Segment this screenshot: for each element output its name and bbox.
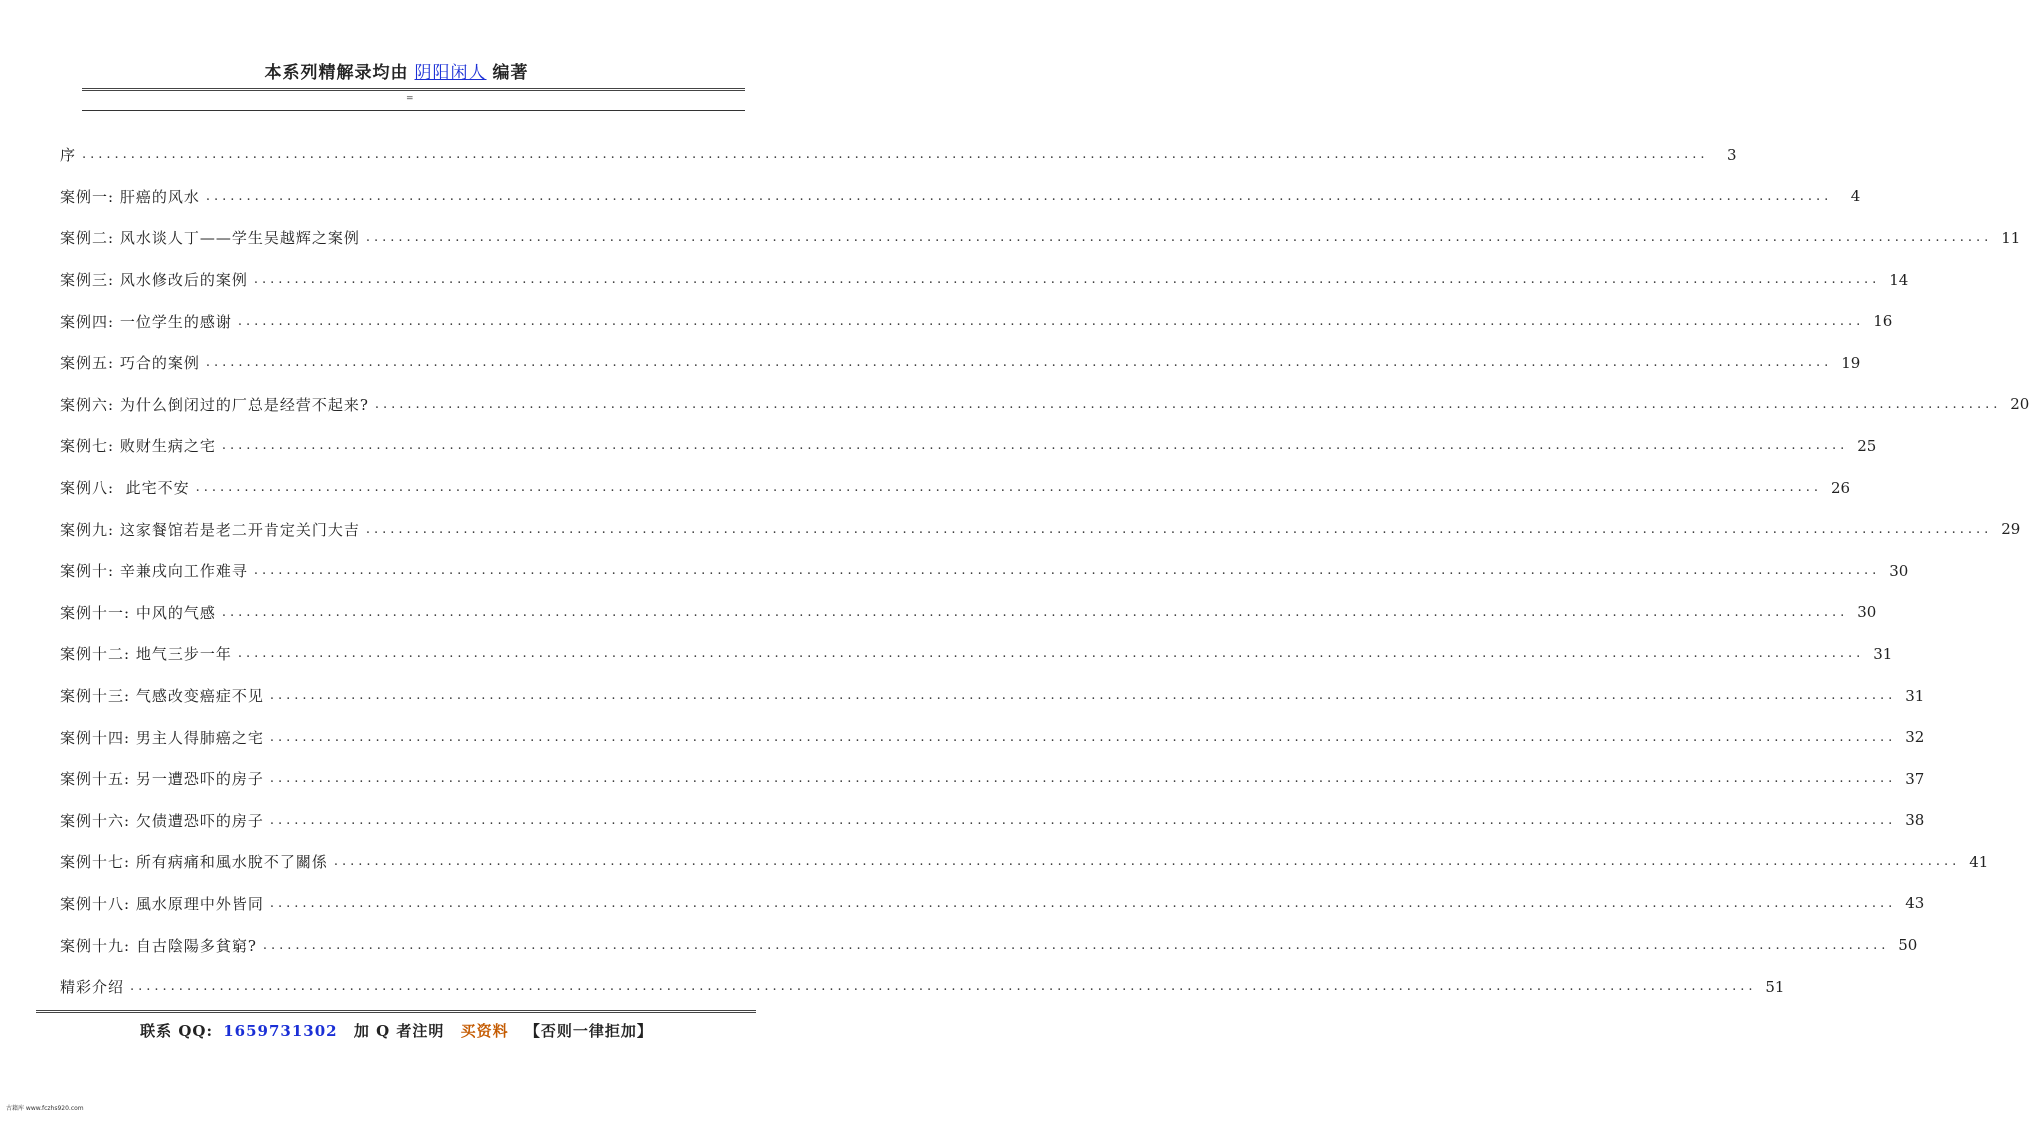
toc-entry-title: 案例九: 这家餐馆若是老二开肯定关门大吉 xyxy=(60,520,360,539)
toc-entry-page: 26 xyxy=(1830,478,1851,497)
toc-entry[interactable] xyxy=(60,384,2029,426)
toc-entry[interactable] xyxy=(60,300,1893,342)
toc-entry-page: 31 xyxy=(1905,686,1925,705)
author-link[interactable]: 阴阳闲人 xyxy=(414,63,487,83)
toc-dot-leader: ........................................................................................................................................................................................................ xyxy=(221,438,1849,454)
note-prefix: 加 Q 者注明 xyxy=(353,1022,445,1040)
toc-entry-page: 38 xyxy=(1905,811,1925,830)
toc-dot-leader: ........................................................................................................................................................................................................ xyxy=(237,646,1865,662)
toc-dot-leader: ........................................................................................................................................................................................................ xyxy=(333,854,1961,870)
toc-entry[interactable] xyxy=(60,966,1785,1008)
toc-entry-title: 案例一: 肝癌的风水 xyxy=(60,187,200,206)
toc-dot-leader: ........................................................................................................................................................................................................ xyxy=(130,979,1757,995)
toc-entry-title: 案例四: 一位学生的感谢 xyxy=(60,312,232,331)
toc-entry-page: 50 xyxy=(1898,936,1918,955)
toc-entry-title: 案例十二: 地气三步一年 xyxy=(60,645,232,664)
toc-entry-page: 3 xyxy=(1726,145,1737,164)
toc-entry-page: 25 xyxy=(1857,436,1877,455)
toc-entry-page: 20 xyxy=(2010,395,2029,414)
toc-entry[interactable] xyxy=(60,342,1861,384)
qq-number: 1659731302 xyxy=(223,1022,338,1040)
toc-entry-page: 30 xyxy=(1889,561,1909,580)
toc-entry[interactable] xyxy=(60,841,1989,883)
toc-dot-leader: ........................................................................................................................................................................................................ xyxy=(195,480,1823,496)
toc-entry-title: 案例十三: 气感改变癌症不见 xyxy=(60,687,264,706)
toc-entry-title: 案例二: 风水谈人丁——学生吴越辉之案例 xyxy=(60,229,360,248)
toc-dot-leader: ........................................................................................................................................................................................................ xyxy=(205,355,1833,371)
toc-entry-page: 41 xyxy=(1969,852,1989,871)
header-prefix: 本系列精解录均由 xyxy=(264,63,409,83)
toc-entry[interactable] xyxy=(60,217,2021,259)
toc-dot-leader: ........................................................................................................................................................................................................ xyxy=(269,895,1897,911)
toc-entry[interactable] xyxy=(60,800,1925,842)
table-of-contents xyxy=(60,134,2029,1007)
header-suffix: 编著 xyxy=(492,63,529,83)
toc-entry-page: 14 xyxy=(1889,270,1909,289)
footer-double-rule xyxy=(36,1010,756,1013)
toc-entry[interactable] xyxy=(60,592,1877,634)
toc-entry-title: 案例十一: 中风的气感 xyxy=(60,603,216,622)
toc-dot-leader: ........................................................................................................................................................................................................ xyxy=(82,147,1709,163)
toc-dot-leader: ........................................................................................................................................................................................................ xyxy=(269,812,1897,828)
toc-entry-title: 序 xyxy=(60,146,77,165)
page-header xyxy=(0,58,793,83)
toc-entry[interactable] xyxy=(60,467,1851,509)
toc-entry[interactable] xyxy=(60,633,1893,675)
header-single-rule xyxy=(82,110,745,111)
toc-entry[interactable] xyxy=(60,259,1909,301)
toc-entry[interactable] xyxy=(60,883,1925,925)
toc-dot-leader: ........................................................................................................................................................................................................ xyxy=(262,937,1890,953)
toc-dot-leader: ........................................................................................................................................................................................................ xyxy=(253,272,1881,288)
toc-entry-title: 案例十八: 風水原理中外皆同 xyxy=(60,894,264,913)
toc-dot-leader: ........................................................................................................................................................................................................ xyxy=(269,688,1897,704)
contact-line xyxy=(0,1020,793,1041)
toc-entry-page: 29 xyxy=(2001,520,2021,539)
toc-entry-title: 案例十六: 欠债遭恐吓的房子 xyxy=(60,811,264,830)
toc-entry-title: 案例三: 风水修改后的案例 xyxy=(60,271,248,290)
toc-entry-page: 43 xyxy=(1905,894,1925,913)
header-rule-mark: = xyxy=(406,94,414,104)
toc-entry-title: 案例十五: 另一遭恐吓的房子 xyxy=(60,770,264,789)
contact-label: 联系 QQ: xyxy=(140,1022,214,1040)
toc-entry-title: 案例十七: 所有病痛和風水脫不了關係 xyxy=(60,853,328,872)
toc-entry-page: 37 xyxy=(1905,769,1925,788)
toc-dot-leader: ........................................................................................................................................................................................................ xyxy=(221,604,1849,620)
toc-entry-page: 11 xyxy=(2001,228,2021,247)
toc-entry-title: 案例十: 辛兼戌向工作难寻 xyxy=(60,562,248,581)
header-double-rule xyxy=(82,88,745,91)
toc-dot-leader: ........................................................................................................................................................................................................ xyxy=(253,563,1881,579)
toc-entry-title: 案例八: 此宅不安 xyxy=(60,479,190,498)
site-watermark: 古籍库 www.fczhs920.com xyxy=(6,1105,84,1112)
toc-entry[interactable] xyxy=(60,425,1877,467)
toc-entry-page: 32 xyxy=(1905,728,1925,747)
toc-entry-title: 案例六: 为什么倒闭过的厂总是经营不起来? xyxy=(60,395,369,414)
toc-dot-leader: ........................................................................................................................................................................................................ xyxy=(374,396,2002,412)
note-suffix: 【否则一律拒加】 xyxy=(524,1022,653,1040)
toc-entry-title: 案例七: 败财生病之宅 xyxy=(60,437,216,456)
note-highlight: 买资料 xyxy=(460,1022,509,1040)
toc-dot-leader: ........................................................................................................................................................................................................ xyxy=(237,313,1865,329)
toc-entry-page: 4 xyxy=(1850,187,1861,206)
toc-entry[interactable] xyxy=(60,924,1918,966)
toc-entry[interactable] xyxy=(60,550,1909,592)
toc-entry-page: 51 xyxy=(1765,977,1785,996)
toc-entry[interactable] xyxy=(60,508,2021,550)
toc-dot-leader: ........................................................................................................................................................................................................ xyxy=(269,729,1897,745)
toc-entry-page: 16 xyxy=(1873,312,1893,331)
toc-entry-title: 案例十四: 男主人得肺癌之宅 xyxy=(60,728,264,747)
toc-entry-title: 精彩介绍 xyxy=(60,978,125,997)
toc-entry[interactable] xyxy=(60,176,1861,218)
toc-entry-page: 30 xyxy=(1857,603,1877,622)
toc-entry-page: 19 xyxy=(1841,353,1861,372)
toc-entry-page: 31 xyxy=(1873,644,1893,663)
toc-dot-leader: ........................................................................................................................................................................................................ xyxy=(269,771,1897,787)
toc-entry-title: 案例十九: 自古陰陽多貧窮? xyxy=(60,936,257,955)
toc-dot-leader: ........................................................................................................................................................................................................ xyxy=(365,521,1993,537)
toc-entry[interactable] xyxy=(60,134,1737,176)
toc-entry[interactable] xyxy=(60,758,1925,800)
toc-entry[interactable] xyxy=(60,716,1925,758)
toc-dot-leader: ........................................................................................................................................................................................................ xyxy=(205,188,1833,204)
toc-dot-leader: ........................................................................................................................................................................................................ xyxy=(365,230,1993,246)
toc-entry-title: 案例五: 巧合的案例 xyxy=(60,354,200,373)
toc-entry[interactable] xyxy=(60,675,1925,717)
